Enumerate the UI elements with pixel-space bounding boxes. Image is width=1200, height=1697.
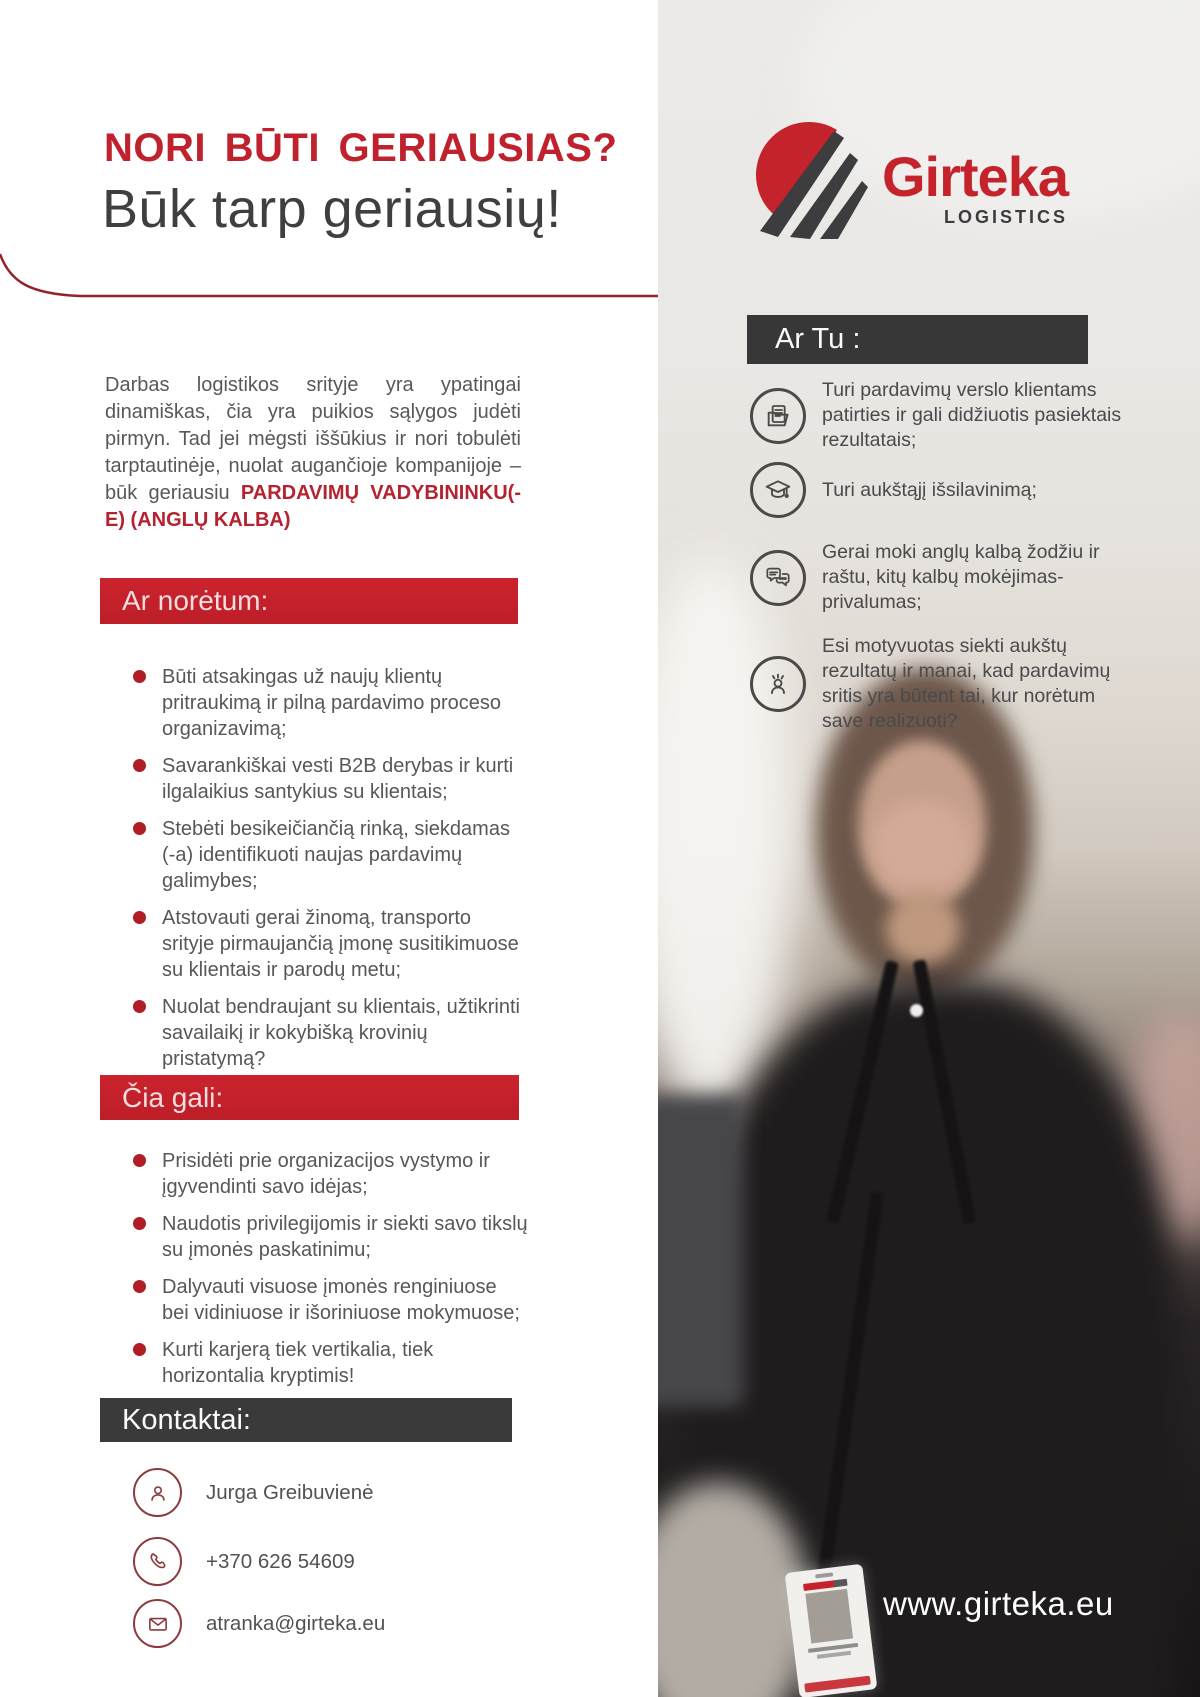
requirement-text: Turi pardavimų verslo klientams patirties ir gali didžiuotis pasiektais rezultatais; [822, 379, 1122, 451]
requirement-text: Esi motyvuotas siekti aukštų rezultatų ir manai, kad pardavimų sritis yra būtent tai, kur norėtum save realizuoti? [822, 635, 1111, 732]
girteka-logo [860, 145, 1068, 228]
intro-text: Darbas logistikos srityje yra ypatingai dinamiškas, čia yra puikios sąlygos judėti pirmyn. Tad jei mėgsti iššūkius ir nori tobulėti tarptautinėje, nuolat augančioje kompanijoje – būk geriausiu [105, 374, 521, 504]
motivated-person-icon [750, 656, 806, 712]
contact-name: Jurga Greibuvienė [206, 1480, 374, 1504]
graduation-cap-icon [750, 462, 806, 518]
bullet-dot-icon [133, 759, 146, 772]
list-item-text: Atstovauti gerai žinomą, transporto srityje pirmaujančią įmonę susitikimuose su klientais ir parodų metu; [162, 907, 519, 981]
list-item-text: Dalyvauti visuose įmonės renginiuose bei vidiniuose ir išoriniuose mokymuose; [162, 1276, 520, 1324]
section-banner-kontaktai: Kontaktai: [100, 1398, 512, 1442]
list-item-text: Prisidėti prie organizacijos vystymo ir įgyvendinti savo idėjas; [162, 1150, 490, 1198]
badge-red-stripe [804, 1676, 871, 1693]
contact-row [133, 1537, 355, 1586]
decorative-corner-curve [0, 248, 658, 312]
list-item-text: Savarankiškai vesti B2B derybas ir kurti ilgalaikius santykius su klientais; [162, 755, 514, 803]
list-item [133, 994, 535, 1072]
list-item-text: Naudotis privilegijomis ir siekti savo tikslų su įmonės paskatinimu; [162, 1213, 528, 1261]
list-item [133, 753, 535, 805]
list-item-text: Būti atsakingas už naujų klientų pritraukimą ir pilną pardavimo proceso organizavimą; [162, 666, 502, 740]
list-item [133, 664, 535, 742]
intro-highlight: PARDAVIMŲ VADYBININKU(-E) (ANGLŲ KALBA) [105, 482, 522, 531]
chat-bubbles-icon [750, 550, 806, 606]
requirement-text: Gerai moki anglų kalbą žodžiu ir raštu, kitų kalbų mokėjimas- privalumas; [822, 541, 1100, 613]
email-icon [133, 1599, 182, 1648]
list-item-text: Stebėti besikeičiančią rinką, siekdamas (-a) identifikuoti naujas pardavimų galimybes; [162, 818, 510, 892]
section-banner-ar-noretum: Ar norėtum: [100, 578, 518, 624]
bullet-dot-icon [133, 670, 146, 683]
id-badge [785, 1564, 878, 1697]
person-icon [133, 1468, 182, 1517]
badge-text-line [817, 1651, 851, 1659]
intro-paragraph [105, 372, 521, 534]
badge-slot [815, 1572, 833, 1578]
photo-neck-shape [886, 893, 960, 965]
contact-row [133, 1468, 374, 1517]
bullet-dot-icon [133, 1000, 146, 1013]
bullet-dot-icon [133, 911, 146, 924]
girteka-logo-sun-icon [752, 113, 868, 239]
list-item [133, 1337, 535, 1389]
website-link[interactable]: www.girteka.eu [883, 1585, 1114, 1622]
section-banner-cia-gali: Čia gali: [100, 1075, 519, 1120]
documents-icon [750, 388, 806, 444]
badge-photo [805, 1589, 853, 1644]
cia-gali-list [133, 1148, 535, 1400]
requirement-row [750, 378, 1140, 453]
list-item-text: Kurti karjerą tiek vertikalia, tiek horizontalia kryptimis! [162, 1339, 434, 1387]
list-item [133, 1148, 535, 1200]
contact-phone[interactable]: +370 626 54609 [206, 1549, 355, 1573]
photo-monitor-shape [658, 1095, 744, 1407]
list-item [133, 816, 535, 894]
requirement-row [750, 634, 1140, 734]
bullet-dot-icon [133, 1343, 146, 1356]
bullet-dot-icon [133, 1217, 146, 1230]
headline-primary: NORI BŪTI GERIAUSIAS? [104, 126, 618, 170]
photo-cheek-shape [872, 800, 972, 892]
phone-icon [133, 1537, 182, 1586]
list-item [133, 1211, 535, 1263]
list-item-text: Nuolat bendraujant su klientais, užtikrinti savailaikį ir kokybišką krovinių pristatymą? [162, 996, 520, 1070]
logo-brand: Girteka [882, 145, 1068, 208]
ar-noretum-list [133, 664, 535, 1083]
contact-email[interactable]: atranka@girteka.eu [206, 1611, 386, 1635]
requirement-text: Turi aukštąjį išsilavinimą; [822, 478, 1037, 501]
list-item [133, 905, 535, 983]
bullet-dot-icon [133, 1280, 146, 1293]
requirement-row [750, 462, 1140, 518]
bullet-dot-icon [133, 822, 146, 835]
logo-subtitle: LOGISTICS [943, 207, 1068, 227]
contact-row [133, 1599, 385, 1648]
requirement-row [750, 540, 1140, 615]
section-banner-ar-tu: Ar Tu : [747, 315, 1088, 364]
necklace-pendant [910, 1004, 923, 1017]
office-photo [658, 0, 1200, 1697]
list-item [133, 1274, 535, 1326]
headline-secondary: Būk tarp geriausių! [102, 179, 562, 239]
bullet-dot-icon [133, 1154, 146, 1167]
